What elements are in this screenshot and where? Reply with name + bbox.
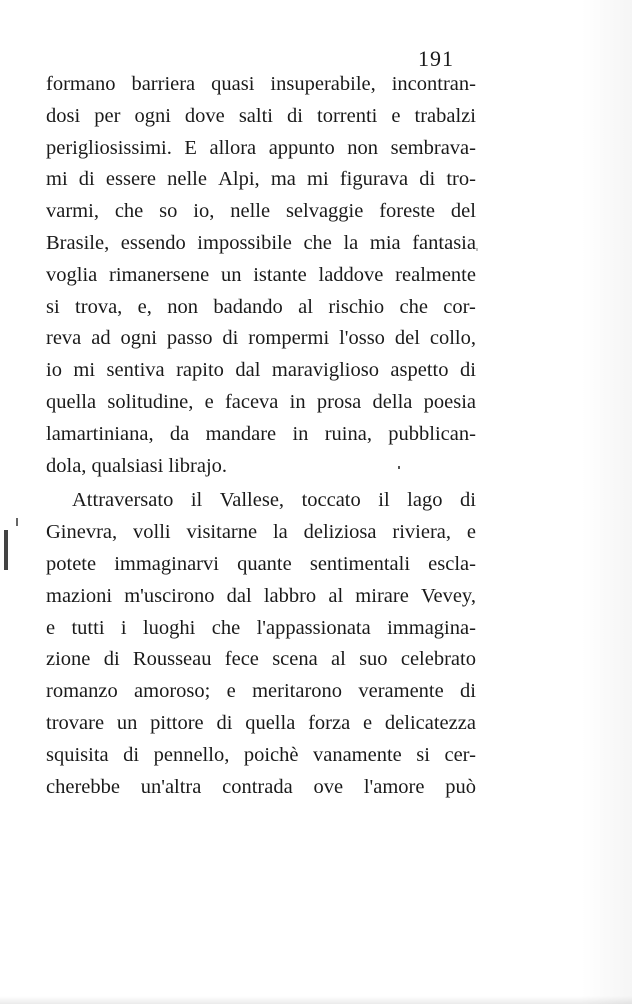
word: mia xyxy=(369,231,401,254)
word: quasi xyxy=(211,73,255,95)
word: torrenti xyxy=(317,104,378,127)
page-number: 191 xyxy=(418,46,454,71)
word: rapito xyxy=(176,359,224,382)
word: il xyxy=(378,489,390,512)
word: Vallese, xyxy=(219,489,285,512)
text-line xyxy=(46,549,476,581)
word: pennello, xyxy=(153,743,230,766)
word: un xyxy=(220,263,242,286)
text-line xyxy=(46,708,476,740)
word: istante xyxy=(253,263,307,286)
text-line xyxy=(46,164,476,196)
word: si xyxy=(416,743,430,766)
word: mirare xyxy=(355,584,409,607)
word: e xyxy=(46,616,56,639)
word: forza xyxy=(308,711,351,734)
word: di xyxy=(460,680,476,703)
word: celebrato xyxy=(400,648,476,671)
word: di xyxy=(287,104,303,127)
word: che xyxy=(399,295,428,318)
word: labbro xyxy=(263,584,317,607)
word: mazioni xyxy=(46,584,113,607)
word: voglia xyxy=(46,263,98,286)
word: sentimentali xyxy=(309,552,411,575)
word: Vevey, xyxy=(420,584,476,607)
word: essere xyxy=(105,168,156,191)
word: zione xyxy=(46,648,91,671)
text-line xyxy=(46,740,476,772)
word: non xyxy=(167,295,198,318)
word: pittore xyxy=(150,711,204,734)
word: di xyxy=(459,359,476,382)
word: di xyxy=(216,711,233,734)
word: formano xyxy=(46,73,116,95)
word: un'altra xyxy=(140,775,202,798)
word: fece xyxy=(224,648,259,671)
word: e xyxy=(363,711,373,734)
word: scena xyxy=(272,648,318,671)
binding-edge-speck xyxy=(16,518,18,526)
word: ma xyxy=(270,168,296,191)
word: m'uscirono xyxy=(124,584,215,607)
word: Rousseau xyxy=(132,648,212,671)
word: veramente xyxy=(358,680,444,703)
word: suo xyxy=(359,648,388,671)
paragraph-1 xyxy=(46,69,476,482)
word: mi xyxy=(307,168,329,191)
word: si xyxy=(46,295,60,318)
word: prosa xyxy=(316,390,362,413)
word: in xyxy=(292,422,309,445)
word: la xyxy=(272,521,288,544)
word: trovare xyxy=(46,711,105,734)
word: riviera, xyxy=(392,521,452,544)
word: fantasia xyxy=(412,231,476,254)
text-line xyxy=(46,772,476,804)
word: meritarono xyxy=(252,680,343,703)
text-line xyxy=(46,101,476,133)
text-line xyxy=(46,485,476,517)
word: trova, xyxy=(75,295,123,318)
text-line xyxy=(46,69,476,101)
word: Brasile, xyxy=(46,231,110,254)
ink-speck xyxy=(476,248,478,251)
word: potete xyxy=(46,552,97,575)
word: quante xyxy=(237,552,292,575)
word: dal xyxy=(235,359,261,382)
word: della xyxy=(372,390,413,413)
word: l'osso xyxy=(339,327,385,350)
word: immagina- xyxy=(387,616,476,639)
word: romanzo xyxy=(46,680,118,703)
text-line xyxy=(46,133,476,165)
ink-speck xyxy=(398,466,400,469)
word: pubblican- xyxy=(388,422,476,445)
word: lamartiniana, xyxy=(46,422,154,445)
word: badando xyxy=(213,295,283,318)
word: faceva xyxy=(224,390,279,413)
word: poichè xyxy=(243,743,299,766)
word: ogni xyxy=(120,327,157,350)
word: vanamente xyxy=(312,743,402,766)
text-line xyxy=(46,581,476,613)
word: volli xyxy=(133,521,171,544)
word: trabalzi xyxy=(414,104,476,127)
word: che xyxy=(303,231,332,254)
text-line xyxy=(46,419,476,451)
text-line xyxy=(46,644,476,676)
word: al xyxy=(328,584,344,607)
text-line xyxy=(46,517,476,549)
word: di xyxy=(419,168,436,191)
word: mi xyxy=(73,359,96,382)
word: delicatezza xyxy=(384,711,476,734)
word: di xyxy=(78,168,95,191)
word: Alpi, xyxy=(218,168,260,191)
word: mi xyxy=(46,168,68,191)
word: io, xyxy=(193,200,215,223)
word: cherebbe xyxy=(46,775,120,798)
text-line xyxy=(46,355,476,387)
word: un xyxy=(116,711,138,734)
body-text xyxy=(46,69,476,803)
text-line xyxy=(46,613,476,645)
text-line xyxy=(46,387,476,419)
word: che xyxy=(211,616,241,639)
word: il xyxy=(190,489,203,512)
word: in xyxy=(289,390,306,413)
word: amoroso; xyxy=(134,680,211,703)
word: nelle xyxy=(167,168,207,191)
binding-edge-mark xyxy=(4,530,8,570)
word: luoghi xyxy=(142,616,196,639)
word: per xyxy=(94,104,121,127)
word: io xyxy=(46,359,62,382)
word: impossibile xyxy=(197,231,292,254)
word: so xyxy=(159,200,178,223)
word: al xyxy=(298,295,313,318)
word: di xyxy=(103,648,120,671)
text-line xyxy=(46,260,476,292)
word: maraviglioso xyxy=(271,359,379,382)
word: visitarne xyxy=(186,521,258,544)
word: laddove xyxy=(318,263,384,286)
word: reva xyxy=(46,327,82,350)
word: tutti xyxy=(71,616,105,639)
word: squisita xyxy=(46,743,109,766)
text-line: dola, qualsiasi librajo. xyxy=(46,454,228,477)
word: sembrava- xyxy=(390,136,476,159)
word: collo, xyxy=(429,327,476,350)
word: ove xyxy=(313,775,344,798)
word: solitudine, xyxy=(107,390,194,413)
word: ruina, xyxy=(324,422,372,445)
word: quella xyxy=(245,711,296,734)
word: sentiva xyxy=(106,359,165,382)
word: dove xyxy=(184,104,225,127)
word: l'amore xyxy=(363,775,425,798)
word: la xyxy=(343,231,359,254)
word: poesia xyxy=(423,390,476,413)
word: di xyxy=(222,327,239,350)
text-line xyxy=(46,196,476,228)
word: Ginevra, xyxy=(46,521,118,544)
word: incontran- xyxy=(391,73,476,95)
word: da xyxy=(169,422,190,445)
word: e xyxy=(391,104,401,127)
word: perigliosissimi. xyxy=(46,136,172,159)
word: del xyxy=(450,200,476,223)
word: e, xyxy=(137,295,152,318)
word: l'appassionata xyxy=(256,616,371,639)
word: essendo xyxy=(120,231,186,254)
word: dosi xyxy=(46,104,81,127)
word: E xyxy=(184,136,197,159)
text-line xyxy=(46,292,476,324)
word: del xyxy=(394,327,420,350)
word: e xyxy=(466,521,476,544)
word: al xyxy=(331,648,346,671)
word: salti xyxy=(238,104,273,127)
word: rischio xyxy=(328,295,385,318)
text-line xyxy=(46,676,476,708)
word: rompermi xyxy=(248,327,330,350)
word: aspetto xyxy=(390,359,449,382)
word: lago xyxy=(407,489,443,512)
word: cer- xyxy=(444,743,476,766)
word: barriera xyxy=(131,73,196,95)
word: ad xyxy=(91,327,111,350)
paragraph-2 xyxy=(46,485,476,803)
word: di xyxy=(459,489,476,512)
word: i xyxy=(120,616,127,639)
word: foreste xyxy=(379,200,436,223)
word: cor- xyxy=(443,295,476,318)
word: immaginarvi xyxy=(114,552,219,575)
text-line xyxy=(46,323,476,355)
word: non xyxy=(347,136,379,159)
word: può xyxy=(445,775,476,798)
word: varmi, xyxy=(46,200,99,223)
word: dal xyxy=(226,584,252,607)
word: figurava xyxy=(339,168,409,191)
word: tro- xyxy=(446,168,476,191)
word: escla- xyxy=(428,552,476,575)
word: e xyxy=(204,390,214,413)
word: e xyxy=(226,680,236,703)
word: toccato xyxy=(301,489,361,512)
word: che xyxy=(114,200,144,223)
word: di xyxy=(123,743,140,766)
word: nelle xyxy=(230,200,271,223)
word: selvaggie xyxy=(285,200,364,223)
word: ogni xyxy=(134,104,171,127)
word: mandare xyxy=(205,422,277,445)
word: Attraversato xyxy=(72,489,174,512)
word: quella xyxy=(46,390,97,413)
word: appunto xyxy=(268,136,335,159)
word: realmente xyxy=(395,263,476,286)
word: rimanersene xyxy=(109,263,210,286)
text-line xyxy=(46,228,476,260)
word: contrada xyxy=(222,775,293,798)
word: passo xyxy=(166,327,213,350)
word: allora xyxy=(209,136,257,159)
word: deliziosa xyxy=(303,521,377,544)
page-bottom-edge xyxy=(0,996,632,1004)
word: insuperabile, xyxy=(270,73,376,95)
